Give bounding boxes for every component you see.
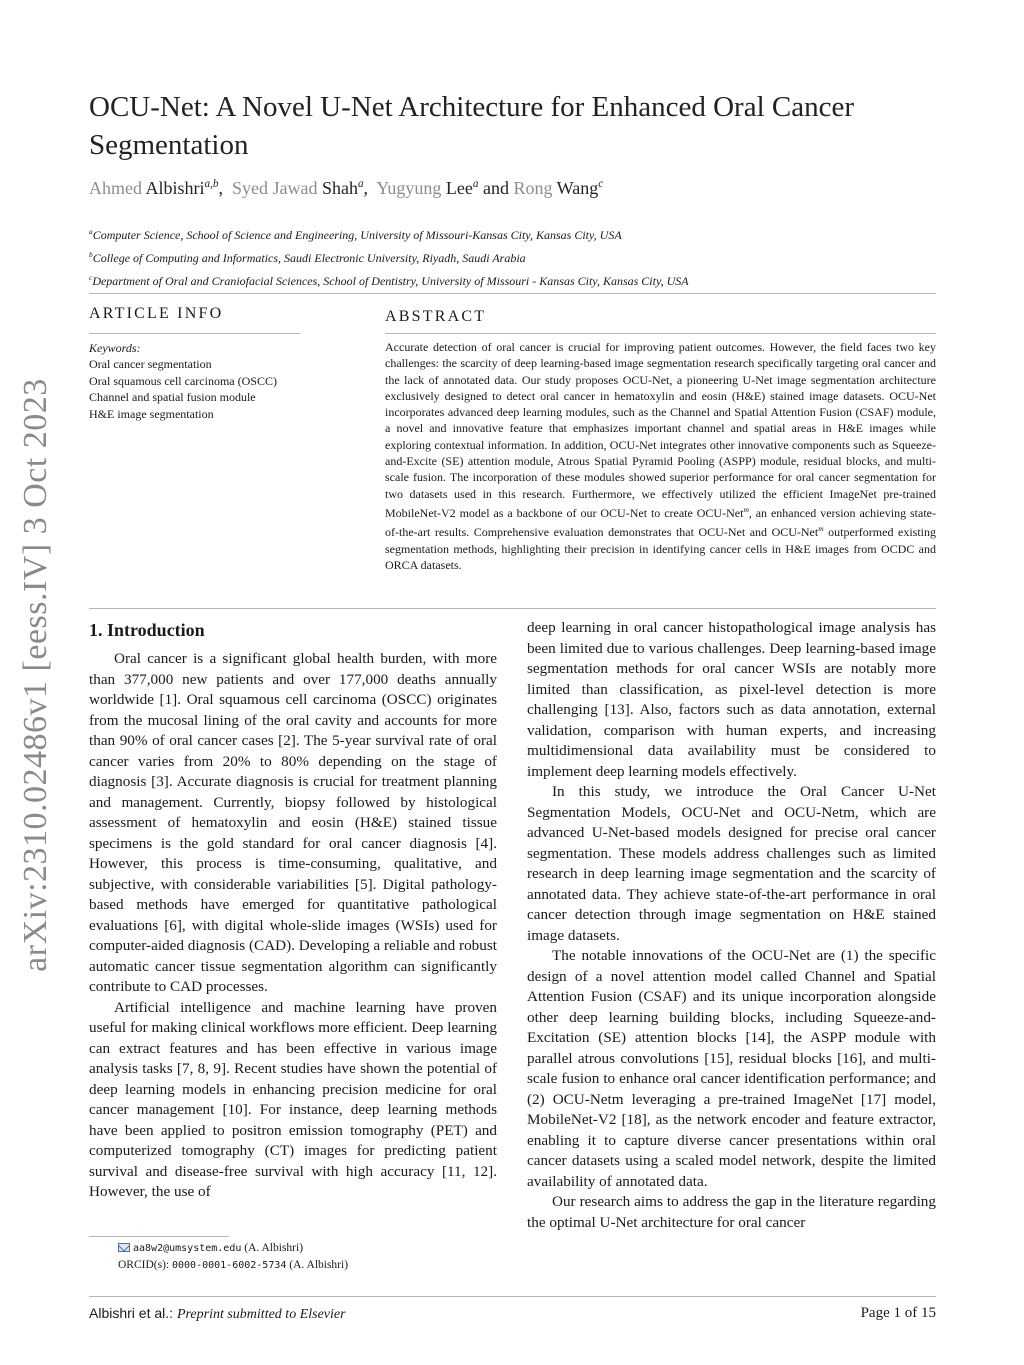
paragraph: In this study, we introduce the Oral Cancer U-Net Segmentation Models, OCU-Net and OCU-Netm, which are advanced U-Net-based models designed for precise oral cancer segmentation. These models address challenges such as limited research in deep learning image segmentation and the scarcity of annotated data. They achieve state-of-the-art performance in oral cancer detection through image segmentation on H&E stained image datasets.: [527, 783, 936, 944]
footnote: aa8w2@umsystem.edu (A. Albishri) ORCID(s): 0000-0001-6002-5734 (A. Albishri): [118, 1242, 349, 1271]
orcid-label: ORCID(s):: [118, 1259, 170, 1271]
author-affil-mark: a,b: [204, 178, 219, 190]
section-heading-introduction: 1. Introduction: [89, 620, 205, 640]
affiliation: $^c$Department of Oral and Craniofacial Sciences, School of Dentistry, University of Missouri - Kansas City, Kansas City, USA: [89, 273, 689, 288]
footer-venue: Preprint submitted to Elsevier: [176, 1307, 346, 1322]
author-affil-mark: a: [357, 178, 364, 190]
footer-authors: Albishri et al.:: [89, 1305, 174, 1321]
email-icon: [118, 1243, 130, 1252]
abstract-text: Accurate detection of oral cancer is crucial for improving patient outcomes. However, the field faces two key challenges: the scarcity of deep learning-based image segmentation research specifically targeting oral cancer and the lack of annotated data. Our study proposes OCU-Net, a pioneering U-Net image segmentation architecture exclusively designed to detect oral cancer in hematoxylin and eosin (H&E) stained image datasets. OCU-Net incorporates advanced deep learning modules, such as the Channel and Spatial Attention Fusion (CSAF) module, a novel and innovative feature that emphasizes important channel and spatial areas in H&E images while exploring contextual information. In addition, OCU-Net integrates other innovative components such as Squeeze-and-Excite (SE) attention module, Atrous Spatial Pyramid Pooling (ASPP) module, residual blocks, and multi-scale fusion. The incorporation of these modules showed superior performance for oral cancer segmentation for two datasets used in this research. Furthermore, we effectively utilized the efficient ImageNet pre-trained MobileNet-V2 model as a backbone of our OCU-Net to create OCU-Net$^m$, an enhanced version achieving state-of-the-art results. Comprehensive evaluation demonstrates that OCU-Net and OCU-Net$^m$ outperformed existing segmentation methods, highlighting their precision in identifying cancer cells in H&E images from OCDC and ORCA datasets.: [385, 340, 937, 572]
arxiv-identifier: [14, 375, 58, 975]
article-info-heading: ARTICLE INFO: [89, 305, 224, 322]
abstract-heading: ABSTRACT: [385, 308, 487, 325]
keyword-item: H&E image segmentation: [89, 406, 214, 421]
left-column: [89, 649, 497, 1203]
abstract-bottom-divider: [89, 608, 936, 609]
keyword-item: Channel and spatial fusion module: [89, 390, 256, 405]
paragraph: Oral cancer is a significant global health burden, with more than 377,000 new patients and over 177,000 deaths annually worldwide [1]. Oral squamous cell carcinoma (OSCC) originates from the mucosal lining of the oral cavity and accounts for more than 90% of oral cancer cases [2]. The 5-year survival rate of oral cancer varies from 20% to 80% depending on the stage of diagnosis [3]. Accurate diagnosis is crucial for treatment planning and management. Currently, biopsy followed by histological assessment of hematoxylin and eosin (H&E) stained tissue specimens is the gold standard for oral cancer diagnosis [4]. However, this process is time-consuming, qualitative, and subjective, with considerable variabilities [5]. Digital pathology-based methods have emerged for quantitative pathological evaluations [6], with digital whole-slide images (WSIs) used for computer-aided diagnosis (CAD). Developing a reliable and robust automatic cancer tissue segmentation algorithm can significantly contribute to CAD processes.: [89, 650, 497, 995]
footnote-divider: [89, 1236, 229, 1237]
header-divider: [89, 293, 936, 294]
author-conjunction: and: [482, 178, 509, 198]
affiliation: $^a$Computer Science, School of Science and Engineering, University of Missouri-Kansas City, Kansas City, USA: [89, 227, 622, 242]
author-last-name: Albishri: [145, 178, 205, 198]
footer-divider: [89, 1296, 936, 1297]
keywords-block: Keywords: Oral cancer segmentation Oral squamous cell carcinoma (OSCC) Channel and spatial fusion module H&E image segmentation: [89, 340, 379, 422]
paragraph: The notable innovations of the OCU-Net are (1) the specific design of a novel attention model called Channel and Spatial Attention Fusion (CSAF) and its unique incorporation alongside other deep learning building blocks, including Squeeze-and-Excitation (SE) attention blocks [14], the ASPP module with parallel atrous convolutions [15], residual blocks [16], and multi-scale fusion to enhance oral cancer identification performance; and (2) OCU-Netm leveraging a pre-trained ImageNet [17] model, MobileNet-V2 [18], as the network encoder and feature extractor, enabling it to capture diverse cancer presentations within oral cancer datasets using a scaled model network, despite the limited availability of annotated data.: [527, 947, 936, 1190]
running-footer: [89, 1305, 346, 1323]
author-affil-mark: a: [472, 178, 479, 190]
keyword-item: Oral cancer segmentation: [89, 357, 212, 372]
author-first-name: Rong: [513, 178, 553, 198]
author-last-name: Shah: [321, 178, 358, 198]
paragraph: Our research aims to address the gap in the literature regarding the optimal U-Net architecture for oral cancer: [527, 1193, 936, 1231]
arxiv-identifier-text: arXiv:2310.02486v1 [eess.IV] 3 Oct 2023: [17, 378, 54, 972]
affiliation: $^b$College of Computing and Informatics, Saudi Electronic University, Riyadh, Saudi Arabia: [89, 250, 526, 265]
keyword-item: Oral squamous cell carcinoma (OSCC): [89, 373, 277, 388]
author-first-name: Yugyung: [376, 178, 442, 198]
affiliations: [89, 222, 689, 291]
article-info-divider: [89, 333, 300, 334]
page-number: Page 1 of 15: [860, 1305, 936, 1321]
author-first-name: Ahmed: [89, 178, 142, 198]
author-affil-mark: c: [598, 178, 604, 190]
paragraph: deep learning in oral cancer histopathological image analysis has been limited due to various challenges. Deep learning-based image segmentation methods for oral cancer WSIs are notably more limited than classification, as pixel-level detection is more challenging [13]. Also, factors such as data annotation, external validation, comparison with human experts, and increasing multidimensional data availability must be considered to implement deep learning models effectively.: [527, 619, 936, 780]
orcid-link[interactable]: 0000-0001-6002-5734: [172, 1260, 287, 1271]
author-last-name: Wang: [556, 178, 599, 198]
author-last-name: Lee: [445, 178, 473, 198]
keywords-label: Keywords: [89, 341, 137, 355]
paper-title: OCU-Net: A Novel U-Net Architecture for Enhanced Oral Cancer Segmentation: [89, 91, 855, 161]
author-first-name: Syed Jawad: [231, 178, 318, 198]
abstract-divider: [385, 333, 936, 334]
paragraph: Artificial intelligence and machine learning have proven useful for making clinical workflows more efficient. Deep learning can extract features and has been effective in various image analysis tasks [7, 8, 9]. Recent studies have shown the potential of deep learning models in enhancing precision medicine for oral cancer management [10]. For instance, deep learning methods have been applied to positron emission tomography (PET) and computerized tomography (CT) images for predicting patient survival and disease-free survival with high accuracy [11, 12]. However, the use of: [89, 998, 497, 1200]
right-column: [527, 618, 936, 1233]
author-list: Ahmed Albishri$^{a,b}$, Syed Jawad Shah$^a$, Yugyung Lee$^a$ and Rong Wang$^c$: [89, 178, 604, 198]
author-email-link[interactable]: aa8w2@umsystem.edu: [133, 1243, 242, 1254]
